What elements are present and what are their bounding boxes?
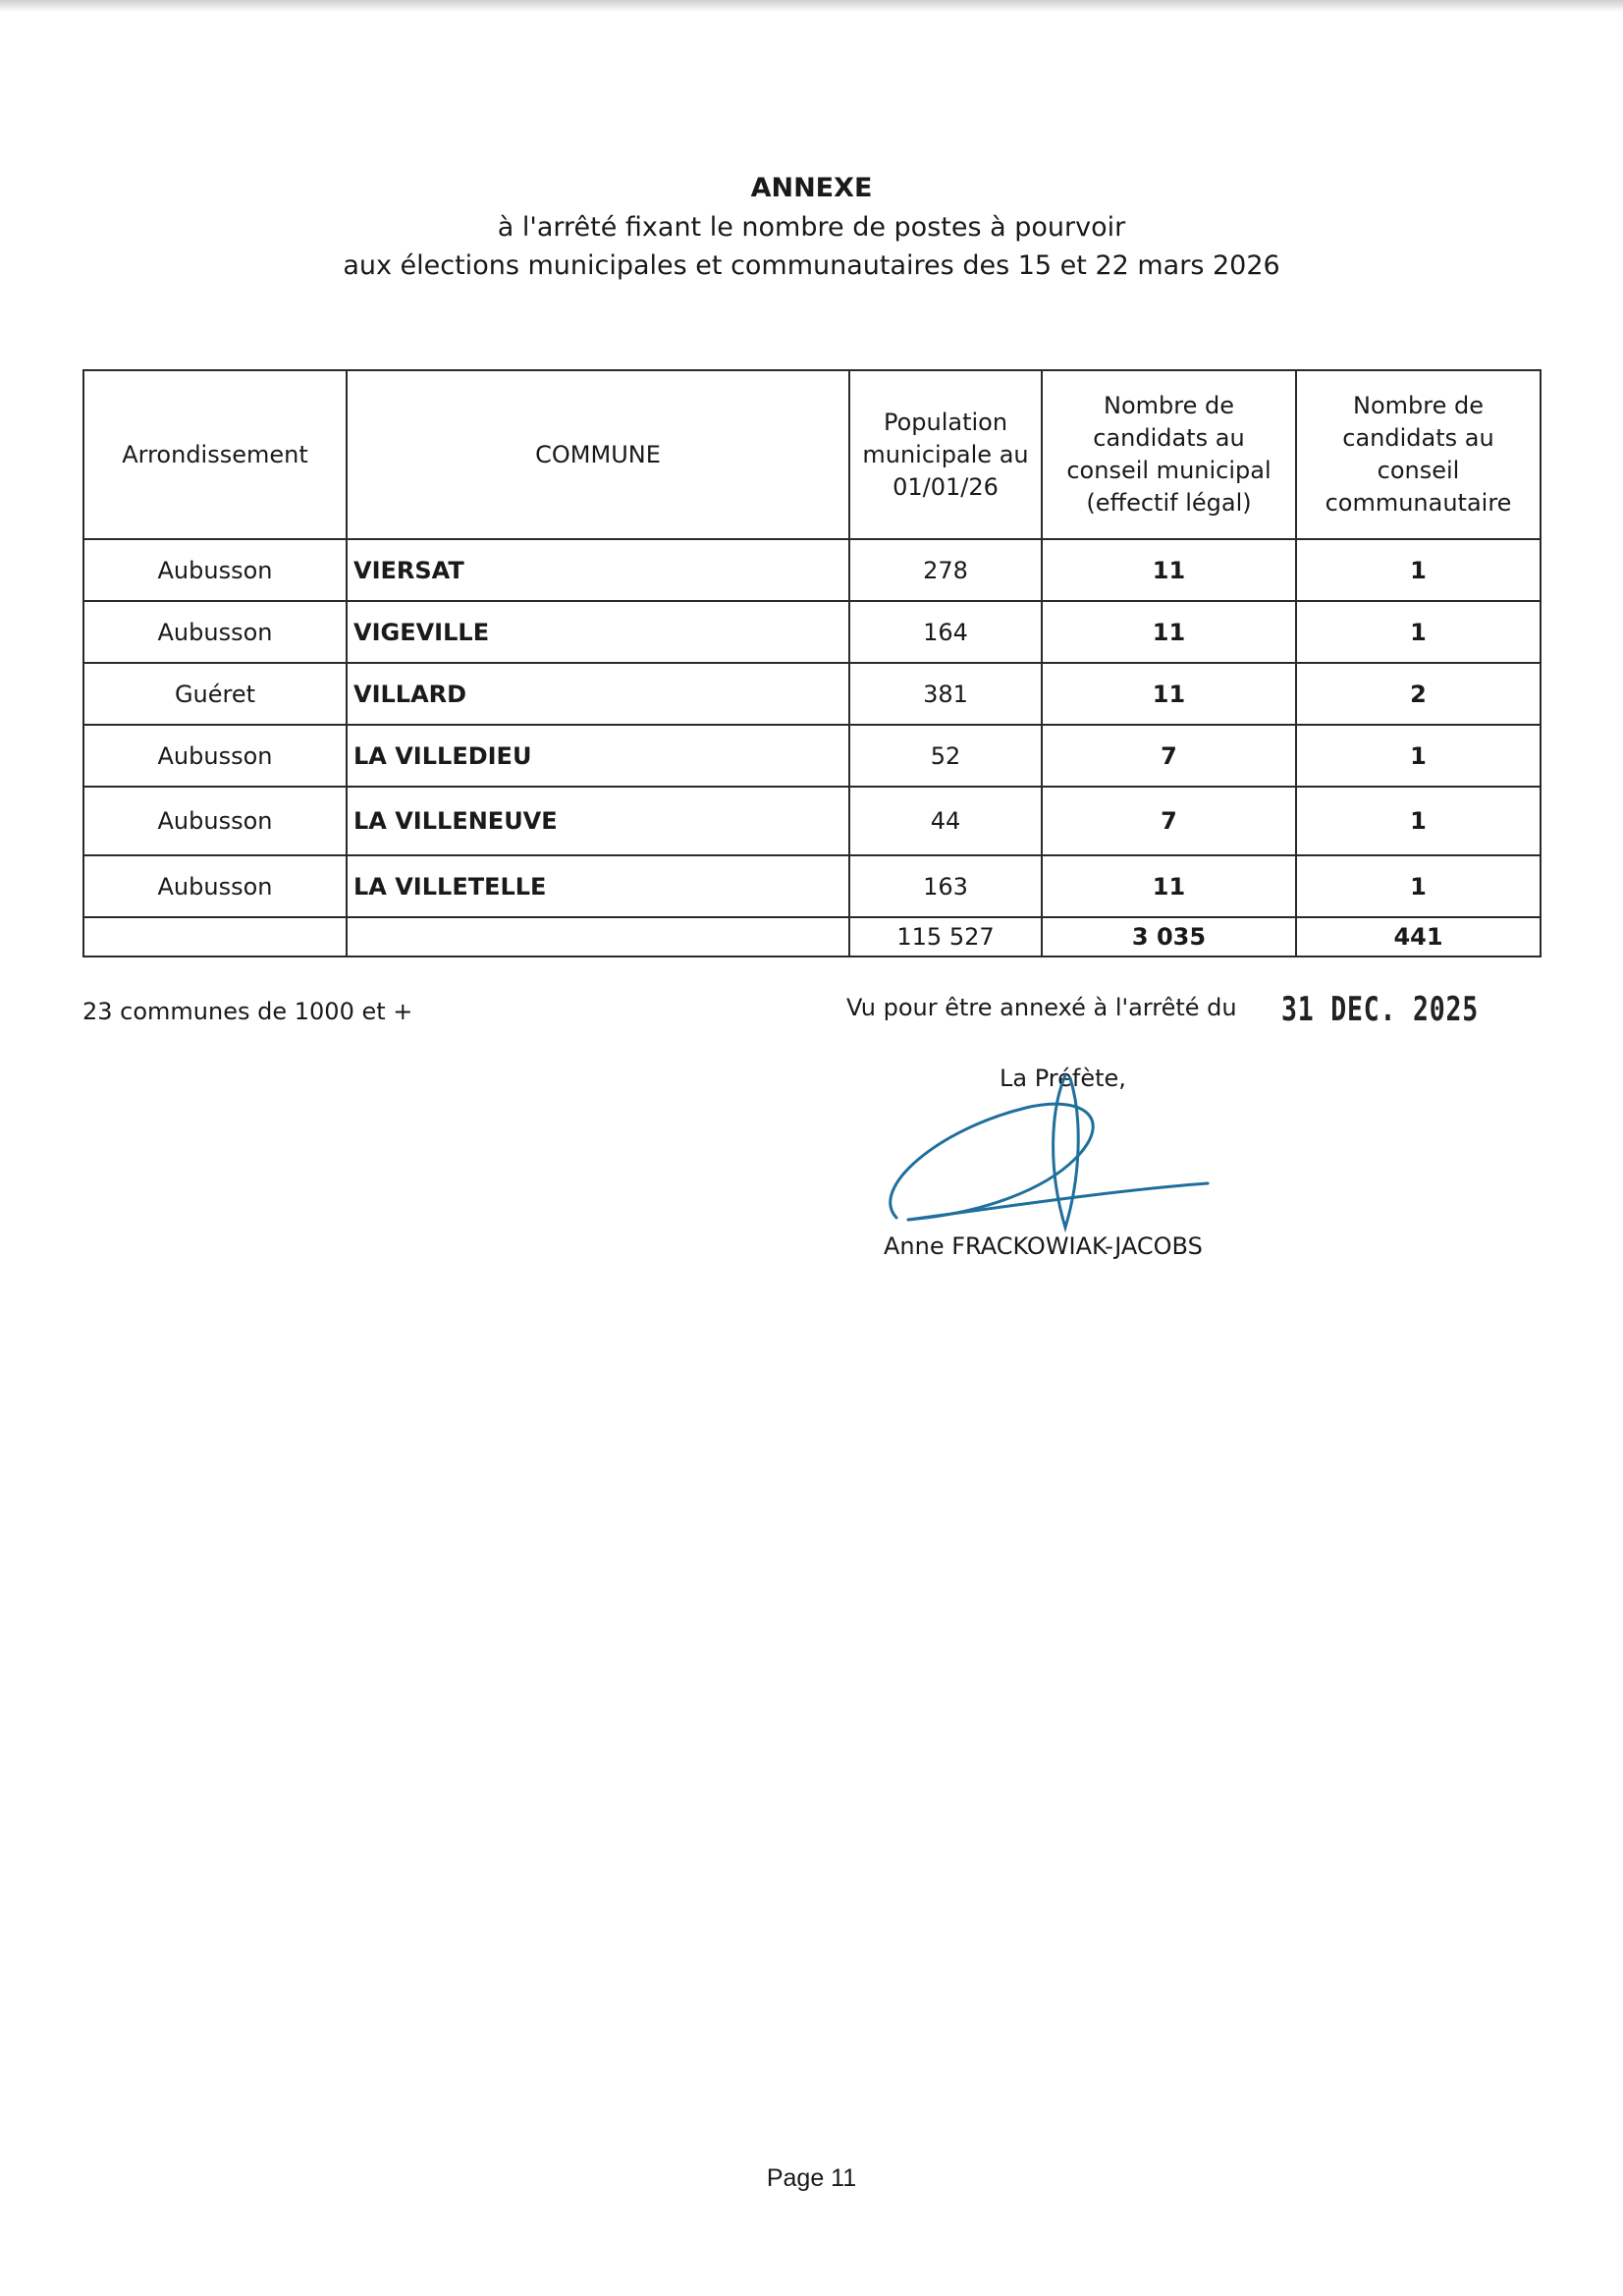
col-header-arrondissement: Arrondissement (83, 370, 347, 539)
cell-municipal: 11 (1042, 539, 1296, 601)
table-header-row (83, 370, 1541, 539)
cell-communautaire: 2 (1296, 663, 1541, 725)
cell-population: 164 (849, 601, 1042, 663)
page-number: Page 11 (766, 2164, 857, 2192)
total-commune (347, 917, 849, 957)
cell-commune: LA VILLENEUVE (347, 787, 849, 855)
annex-subtitle-2: aux élections municipales et communautaires des 15 et 22 mars 2026 (343, 250, 1280, 281)
cell-arrondissement: Aubusson (83, 787, 347, 855)
communes-note: 23 communes de 1000 et + (82, 998, 413, 1025)
cell-communautaire: 1 (1296, 601, 1541, 663)
table-row (83, 663, 1541, 725)
annex-subtitle-1: à l'arrêté fixant le nombre de postes à pourvoir (497, 212, 1126, 243)
total-municipal: 3 035 (1042, 917, 1296, 957)
table-row (83, 787, 1541, 855)
cell-arrondissement: Aubusson (83, 725, 347, 787)
cell-arrondissement: Aubusson (83, 539, 347, 601)
col-header-commune: COMMUNE (347, 370, 849, 539)
cell-municipal: 11 (1042, 663, 1296, 725)
cell-population: 381 (849, 663, 1042, 725)
annex-title: ANNEXE (750, 173, 873, 203)
cell-arrondissement: Guéret (83, 663, 347, 725)
cell-municipal: 11 (1042, 855, 1296, 917)
cell-municipal: 7 (1042, 787, 1296, 855)
cell-commune: VIERSAT (347, 539, 849, 601)
cell-population: 52 (849, 725, 1042, 787)
cell-communautaire: 1 (1296, 855, 1541, 917)
total-communautaire: 441 (1296, 917, 1541, 957)
total-population: 115 527 (849, 917, 1042, 957)
cell-commune: LA VILLEDIEU (347, 725, 849, 787)
cell-arrondissement: Aubusson (83, 855, 347, 917)
cell-commune: VILLARD (347, 663, 849, 725)
col-header-municipal: Nombre de candidats au conseil municipal (effectif légal) (1042, 370, 1296, 539)
cell-population: 44 (849, 787, 1042, 855)
col-header-population: Population municipale au 01/01/26 (849, 370, 1042, 539)
signature-graphic (879, 1070, 1232, 1237)
prefete-title: La Préfète, (1000, 1065, 1126, 1092)
cell-municipal: 7 (1042, 725, 1296, 787)
col-header-communautaire: Nombre de candidats au conseil communautaire (1296, 370, 1541, 539)
scan-edge (0, 0, 1623, 12)
signature-loop-stroke (891, 1104, 1093, 1220)
total-arrondissement (83, 917, 347, 957)
cell-communautaire: 1 (1296, 787, 1541, 855)
annex-statement: Vu pour être annexé à l'arrêté du (846, 994, 1237, 1021)
cell-commune: LA VILLETELLE (347, 855, 849, 917)
table-row (83, 539, 1541, 601)
cell-population: 278 (849, 539, 1042, 601)
table-row (83, 601, 1541, 663)
cell-population: 163 (849, 855, 1042, 917)
cell-municipal: 11 (1042, 601, 1296, 663)
date-stamp: 31 DEC. 2025 (1281, 990, 1479, 1029)
table-row (83, 725, 1541, 787)
signatory-name: Anne FRACKOWIAK-JACOBS (884, 1232, 1203, 1260)
communes-table (82, 369, 1542, 957)
totals-row (83, 917, 1541, 957)
cell-arrondissement: Aubusson (83, 601, 347, 663)
signature-vertical-stroke (1054, 1075, 1079, 1228)
cell-communautaire: 1 (1296, 539, 1541, 601)
cell-commune: VIGEVILLE (347, 601, 849, 663)
cell-communautaire: 1 (1296, 725, 1541, 787)
table-row (83, 855, 1541, 917)
